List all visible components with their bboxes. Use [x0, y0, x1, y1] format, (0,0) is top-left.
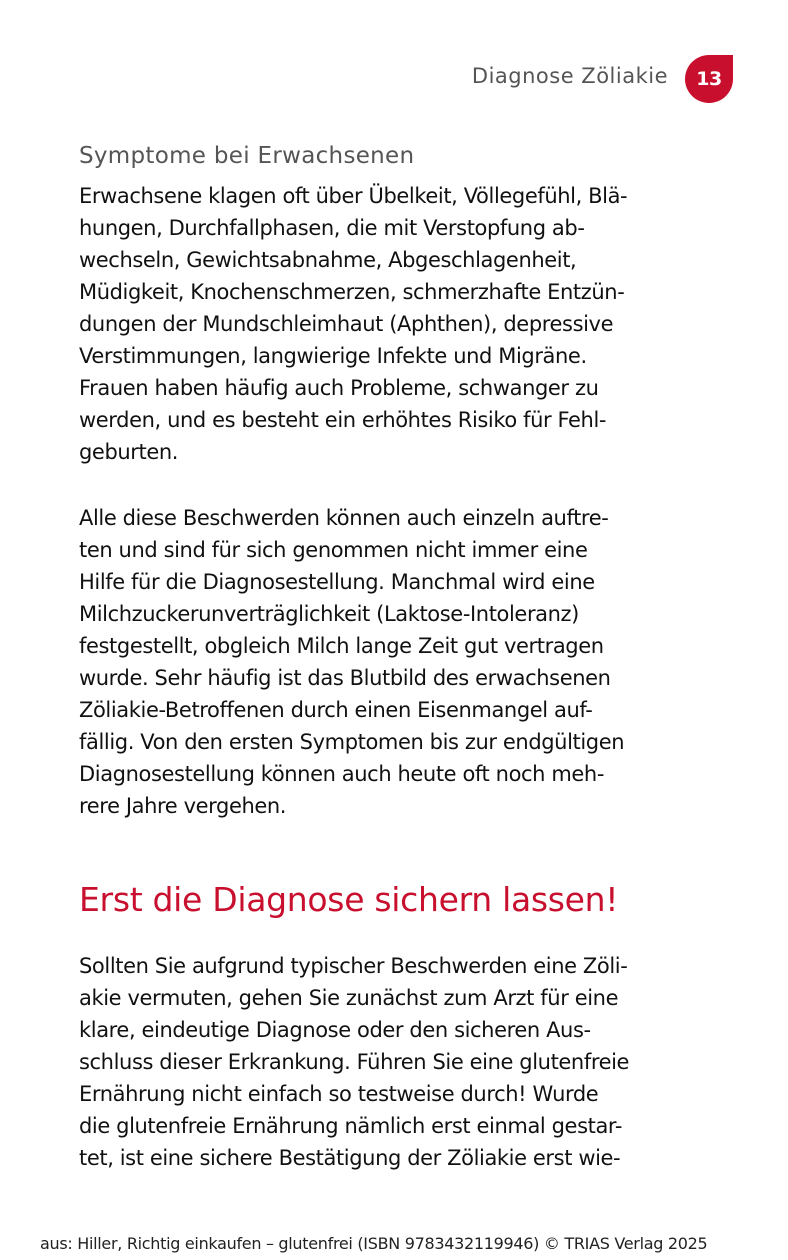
text-line: Alle diese Beschwerden können auch einzeln auftre- — [79, 506, 609, 530]
text-line: Zöliakie-Betroffenen durch einen Eisenmangel auf- — [79, 698, 593, 722]
text-line: Hilfe für die Diagnosestellung. Manchmal wird eine — [79, 570, 595, 594]
paragraph-complaints — [79, 502, 624, 822]
running-title: Diagnose Zöliakie — [471, 64, 668, 88]
text-line: Verstimmungen, langwierige Infekte und Migräne. — [79, 344, 587, 368]
text-line: Erwachsene klagen oft über Übelkeit, Völlegefühl, Blä- — [79, 184, 628, 208]
text-line: werden, und es besteht ein erhöhtes Risiko für Fehl- — [79, 408, 607, 432]
text-line: Milchzuckerunverträglichkeit (Laktose-Intoleranz) — [79, 602, 579, 626]
text-line: klare, eindeutige Diagnose oder den sicheren Aus- — [79, 1018, 591, 1042]
text-line: rere Jahre vergehen. — [79, 794, 287, 818]
text-line: wurde. Sehr häufig ist das Blutbild des erwachsenen — [79, 666, 611, 690]
text-line: Frauen haben häufig auch Probleme, schwanger zu — [79, 376, 599, 400]
text-line: akie vermuten, gehen Sie zunächst zum Arzt für eine — [79, 986, 619, 1010]
text-line: Diagnosestellung können auch heute oft noch meh- — [79, 762, 605, 786]
text-line: Sollten Sie aufgrund typischer Beschwerden eine Zöli- — [79, 954, 628, 978]
text-line: geburten. — [79, 440, 179, 464]
text-line: festgestellt, obgleich Milch lange Zeit gut vertragen — [79, 634, 604, 658]
paragraph-symptoms — [79, 180, 627, 468]
text-line: die glutenfreie Ernährung nämlich erst einmal gestar- — [79, 1114, 622, 1138]
section-heading: Erst die Diagnose sichern lassen! — [79, 880, 619, 919]
paragraph-diagnosis — [79, 950, 629, 1174]
section-subheading: Symptome bei Erwachsenen — [79, 143, 415, 169]
page-number-badge — [685, 55, 733, 103]
text-line: fällig. Von den ersten Symptomen bis zur endgültigen — [79, 730, 625, 754]
text-line: wechseln, Gewichtsabnahme, Abgeschlagenheit, — [79, 248, 577, 272]
text-line: hungen, Durchfallphasen, die mit Verstopfung ab- — [79, 216, 585, 240]
text-line: Müdigkeit, Knochenschmerzen, schmerzhafte Entzün- — [79, 280, 625, 304]
source-footer: aus: Hiller, Richtig einkaufen – glutenfrei (ISBN 9783432119946) © TRIAS Verlag 2025 — [40, 1234, 708, 1253]
text-line: tet, ist eine sichere Bestätigung der Zöliakie erst wie- — [79, 1146, 621, 1170]
text-line: Ernährung nicht einfach so testweise durch! Wurde — [79, 1082, 599, 1106]
text-line: ten und sind für sich genommen nicht immer eine — [79, 538, 588, 562]
page-number: 13 — [696, 68, 722, 90]
text-line: schluss dieser Erkrankung. Führen Sie eine glutenfreie — [79, 1050, 630, 1074]
text-line: dungen der Mundschleimhaut (Aphthen), depressive — [79, 312, 614, 336]
